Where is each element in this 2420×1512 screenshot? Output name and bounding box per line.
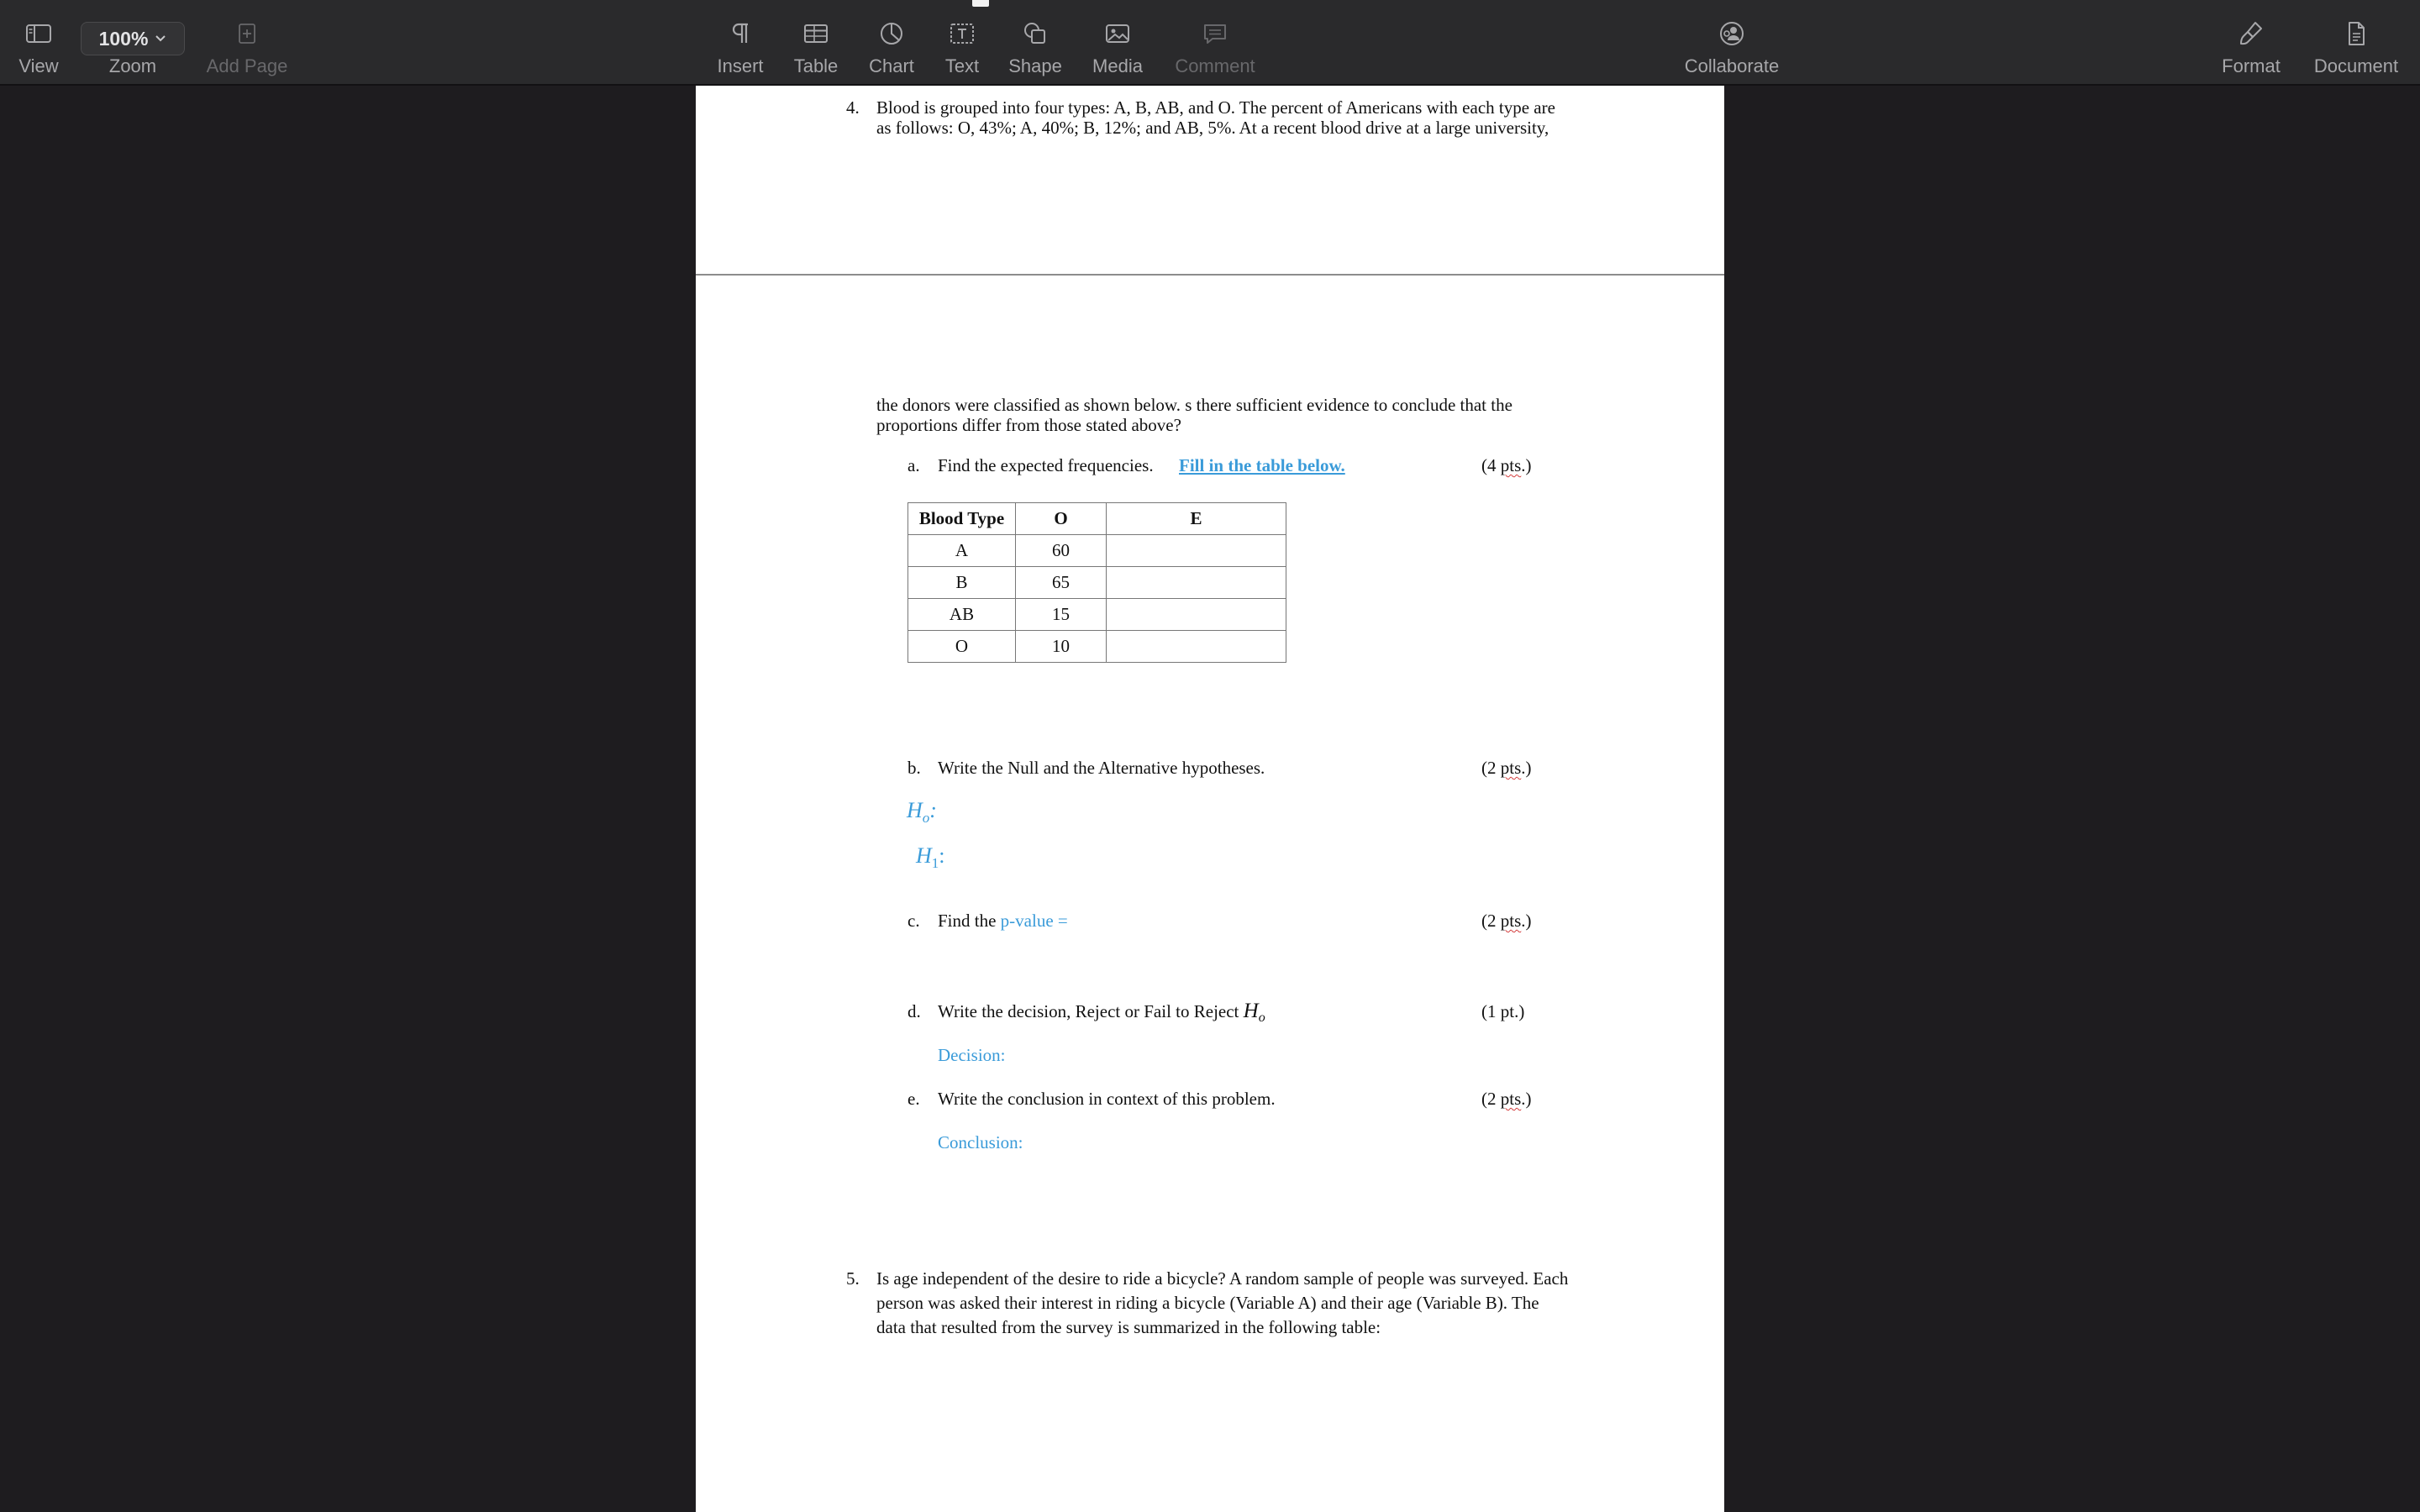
cell-expected[interactable] — [1107, 535, 1286, 567]
text-button[interactable] — [933, 0, 992, 84]
page-break — [696, 274, 1724, 276]
cell-observed: 10 — [1016, 631, 1107, 663]
shape-button[interactable] — [1005, 0, 1065, 84]
add-page-button[interactable] — [198, 0, 296, 84]
q5-line-2: person was asked their interest in riding a bicycle (Variable A) and their age (Variable B). The — [876, 1293, 1539, 1313]
cell-observed: 65 — [1016, 567, 1107, 599]
format-label: Format — [2222, 55, 2281, 76]
paintbrush-icon — [2234, 17, 2268, 50]
decision-field[interactable]: Decision: — [938, 1045, 1006, 1065]
media-button[interactable] — [1086, 0, 1150, 84]
pilcrow-icon — [723, 17, 757, 50]
q4-line-1: Blood is grouped into four types: A, B, AB, and O. The percent of Americans with each type are — [876, 97, 1555, 118]
document-button[interactable] — [2307, 0, 2405, 84]
cell-type: B — [908, 567, 1016, 599]
table-header-row — [908, 503, 1286, 535]
part-b-letter: b. — [908, 758, 921, 778]
part-d-text: Write the decision, Reject or Fail to Reject $H_o$ — [938, 1000, 1265, 1026]
text-label: Text — [944, 55, 980, 76]
text-box-icon — [945, 17, 979, 50]
chevron-down-icon — [155, 34, 166, 43]
null-hypothesis-field[interactable]: $H_o$: — [907, 798, 937, 827]
fill-table-link[interactable]: Fill in the table below. — [1179, 455, 1345, 475]
q4-number: 4. — [846, 97, 860, 118]
insert-label: Insert — [717, 55, 764, 76]
q4-line-2: as follows: O, 43%; A, 40%; B, 12%; and AB, 5%. At a recent blood drive at a large university, — [876, 118, 1549, 138]
blood-type-table — [908, 502, 1286, 663]
table-row — [908, 631, 1286, 663]
media-label: Media — [1092, 55, 1143, 76]
part-d-points: (1 pt.) — [1481, 1001, 1525, 1021]
q5-line-3: data that resulted from the survey is summarized in the following table: — [876, 1317, 1381, 1337]
view-label: View — [18, 55, 59, 76]
cell-type: A — [908, 535, 1016, 567]
table-row — [908, 567, 1286, 599]
media-icon — [1101, 17, 1134, 50]
header-blood-type: Blood Type — [908, 503, 1016, 535]
part-b-text: Write the Null and the Alternative hypotheses. — [938, 758, 1265, 778]
part-a-points: (4 pts.) — [1481, 455, 1532, 475]
sidebar-icon — [22, 17, 55, 50]
comment-label: Comment — [1175, 55, 1255, 76]
shape-icon — [1018, 17, 1052, 50]
zoom-label: Zoom — [108, 55, 157, 76]
cell-expected[interactable] — [1107, 567, 1286, 599]
conclusion-field[interactable]: Conclusion: — [938, 1132, 1023, 1152]
q4-line-3: the donors were classified as shown below. s there sufficient evidence to conclude that the — [876, 395, 1512, 415]
collaborate-label: Collaborate — [1684, 55, 1780, 76]
comment-button[interactable] — [1170, 0, 1260, 84]
chart-label: Chart — [869, 55, 914, 76]
toolbar — [0, 0, 2420, 86]
cell-type: O — [908, 631, 1016, 663]
zoom-value: 100% — [98, 27, 149, 50]
part-c-text: Find the p-value = — [938, 911, 1068, 931]
chart-button[interactable] — [862, 0, 921, 84]
zoom-select[interactable] — [81, 22, 185, 55]
alt-hypothesis-field[interactable]: $H_1$: — [916, 843, 945, 872]
part-e-letter: e. — [908, 1089, 920, 1109]
cell-type: AB — [908, 599, 1016, 631]
collaborate-button[interactable] — [1677, 0, 1786, 84]
header-observed: O — [1016, 503, 1107, 535]
part-d-letter: d. — [908, 1001, 921, 1021]
table-icon — [799, 17, 833, 50]
part-a-text: Find the expected frequencies. — [938, 455, 1154, 475]
part-a-letter: a. — [908, 455, 920, 475]
q5-number: 5. — [846, 1268, 860, 1289]
table-row — [908, 599, 1286, 631]
cell-observed: 15 — [1016, 599, 1107, 631]
cell-observed: 60 — [1016, 535, 1107, 567]
p-value-field[interactable]: p-value = — [1000, 911, 1068, 931]
part-c-points: (2 pts.) — [1481, 911, 1532, 931]
part-c-letter: c. — [908, 911, 920, 931]
part-e-points: (2 pts.) — [1481, 1089, 1532, 1109]
q4-line-4: proportions differ from those stated above? — [876, 415, 1181, 435]
header-expected: E — [1107, 503, 1286, 535]
view-button[interactable] — [7, 0, 71, 84]
insert-button[interactable] — [711, 0, 770, 84]
document-page[interactable] — [696, 86, 1724, 1512]
cell-expected[interactable] — [1107, 631, 1286, 663]
part-b-points: (2 pts.) — [1481, 758, 1532, 778]
q5-line-1: Is age independent of the desire to ride a bicycle? A random sample of people was surveyed. Each — [876, 1268, 1569, 1289]
document-icon — [2339, 17, 2373, 50]
comment-icon — [1198, 17, 1232, 50]
table-row — [908, 535, 1286, 567]
chart-icon — [875, 17, 908, 50]
add-page-icon — [230, 17, 264, 50]
format-button[interactable] — [2215, 0, 2287, 84]
table-button[interactable] — [786, 0, 845, 84]
shape-label: Shape — [1008, 55, 1062, 76]
collaborate-icon — [1715, 17, 1749, 50]
add-page-label: Add Page — [206, 55, 288, 76]
cell-expected[interactable] — [1107, 599, 1286, 631]
document-label: Document — [2313, 55, 2399, 76]
part-e-text: Write the conclusion in context of this problem. — [938, 1089, 1276, 1109]
table-label: Table — [793, 55, 839, 76]
